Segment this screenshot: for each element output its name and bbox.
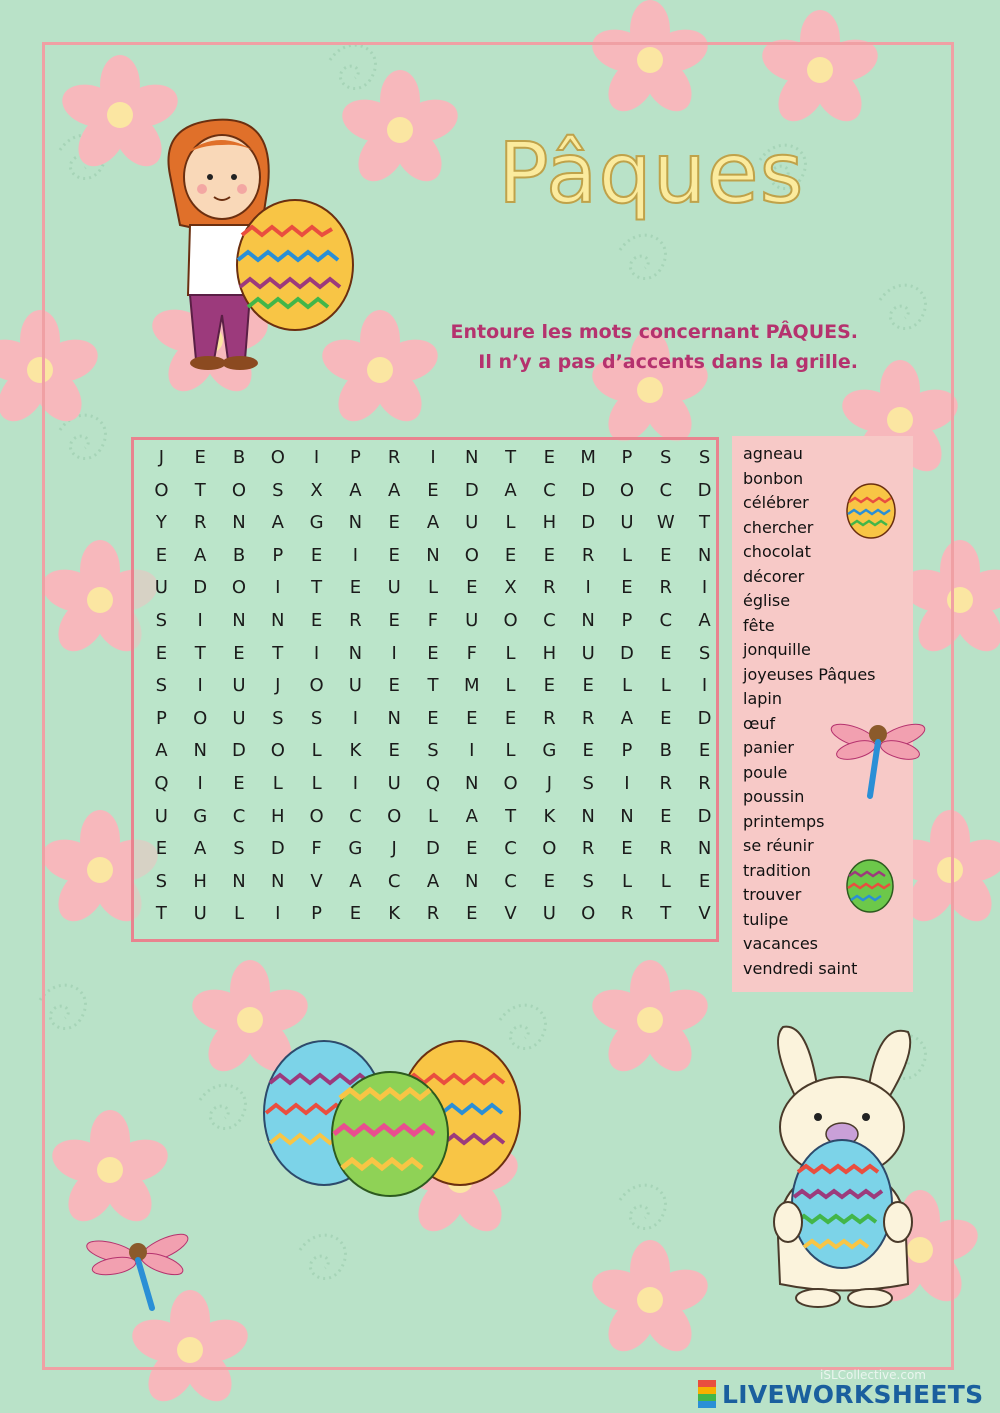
grid-letter[interactable]: G: [542, 740, 557, 762]
grid-letter[interactable]: E: [504, 707, 517, 729]
grid-letter[interactable]: D: [697, 805, 712, 827]
grid-letter[interactable]: E: [233, 642, 245, 664]
grid-letter[interactable]: E: [660, 544, 672, 566]
grid-letter[interactable]: T: [311, 577, 323, 599]
grid-letter[interactable]: I: [275, 577, 281, 599]
grid-letter[interactable]: H: [542, 512, 557, 534]
grid-letter[interactable]: O: [387, 805, 402, 827]
grid-letter[interactable]: N: [387, 707, 401, 729]
grid-letter[interactable]: E: [310, 609, 323, 631]
grid-letter[interactable]: L: [427, 805, 438, 827]
grid-letter[interactable]: O: [581, 903, 596, 925]
grid-letter[interactable]: E: [155, 642, 168, 664]
grid-letter[interactable]: C: [349, 805, 362, 827]
word-list-item: jonquille: [743, 640, 811, 659]
grid-letter[interactable]: D: [232, 740, 246, 762]
grid-letter[interactable]: E: [194, 447, 206, 468]
grid-letter[interactable]: I: [701, 577, 708, 599]
word-list-item: chercher: [743, 517, 814, 537]
word-search-grid-box: [131, 437, 719, 942]
word-list-item: tradition: [743, 860, 811, 880]
grid-letter[interactable]: E: [660, 707, 672, 729]
grid-letter[interactable]: R: [543, 707, 556, 729]
grid-letter[interactable]: N: [193, 740, 207, 762]
grid-letter[interactable]: L: [505, 512, 516, 534]
instruction-line-1: Entoure les mots concernant PÂQUES.: [450, 321, 858, 343]
grid-letter[interactable]: A: [349, 479, 362, 501]
word-list-item: se réunir: [743, 836, 814, 855]
grid-letter[interactable]: E: [427, 642, 439, 664]
grid-letter[interactable]: E: [582, 675, 594, 697]
grid-letter[interactable]: S: [698, 642, 711, 664]
grid-letter[interactable]: N: [465, 447, 479, 468]
grid-letter[interactable]: I: [197, 675, 203, 697]
word-list-item: tulipe: [743, 909, 789, 929]
grid-letter[interactable]: R: [387, 447, 401, 468]
grid-letter[interactable]: N: [271, 870, 285, 892]
grid-letter[interactable]: S: [698, 447, 711, 468]
grid-letter[interactable]: N: [697, 838, 712, 860]
grid-letter[interactable]: T: [699, 512, 711, 534]
grid-letter[interactable]: L: [505, 740, 516, 762]
grid-letter[interactable]: R: [581, 544, 595, 566]
girl-with-egg-illustration: [150, 115, 360, 375]
page-title: Pâques: [498, 124, 805, 222]
word-list-item: église: [743, 591, 791, 610]
grid-letter[interactable]: O: [542, 838, 557, 860]
instructions: [398, 317, 858, 377]
grid-letter[interactable]: D: [697, 479, 712, 501]
grid-letter[interactable]: S: [155, 609, 168, 631]
liveworksheets-logo: [698, 1378, 988, 1412]
grid-letter[interactable]: R: [426, 903, 440, 925]
grid-letter[interactable]: S: [310, 707, 323, 729]
grid-letter[interactable]: C: [543, 479, 556, 501]
grid-letter[interactable]: C: [543, 609, 556, 631]
grid-letter[interactable]: R: [581, 838, 595, 860]
grid-letter[interactable]: E: [621, 577, 633, 599]
grid-letter[interactable]: B: [232, 447, 246, 468]
grid-letter[interactable]: O: [619, 479, 635, 501]
grid-letter[interactable]: A: [349, 870, 362, 892]
grid-letter[interactable]: N: [620, 805, 634, 827]
grid-letter[interactable]: F: [466, 642, 477, 664]
grid-letter[interactable]: B: [659, 740, 672, 762]
grid-letter[interactable]: U: [581, 642, 595, 664]
grid-letter[interactable]: E: [660, 642, 672, 664]
grid-letter[interactable]: R: [659, 772, 673, 794]
word-search-grid: [142, 442, 724, 931]
word-list-item: chocolat: [743, 542, 811, 561]
green-egg-icon: [845, 858, 895, 914]
grid-letter[interactable]: H: [193, 870, 207, 892]
grid-letter[interactable]: A: [426, 512, 440, 534]
grid-letter[interactable]: A: [194, 838, 207, 860]
grid-letter[interactable]: G: [193, 805, 208, 827]
grid-letter[interactable]: E: [388, 675, 400, 697]
grid-letter[interactable]: T: [505, 447, 517, 468]
grid-letter[interactable]: E: [427, 479, 439, 501]
grid-letter[interactable]: O: [193, 707, 208, 729]
grid-letter[interactable]: E: [466, 707, 478, 729]
grid-letter[interactable]: O: [231, 577, 247, 599]
grid-letter[interactable]: M: [464, 675, 480, 697]
grid-letter[interactable]: Q: [154, 772, 169, 794]
grid-letter[interactable]: O: [309, 805, 324, 827]
grid-letter[interactable]: E: [349, 577, 362, 599]
easter-eggs-illustration: [262, 1038, 522, 1198]
grid-letter[interactable]: E: [698, 870, 711, 892]
grid-letter[interactable]: U: [387, 577, 401, 599]
grid-letter[interactable]: C: [232, 805, 246, 827]
word-list-item: poussin: [743, 787, 805, 806]
grid-letter[interactable]: J: [391, 838, 397, 860]
grid-letter[interactable]: N: [581, 805, 595, 827]
grid-letter[interactable]: P: [155, 707, 167, 729]
grid-letter[interactable]: N: [232, 512, 246, 534]
grid-letter[interactable]: Y: [155, 512, 167, 534]
grid-letter[interactable]: E: [155, 838, 168, 860]
grid-letter[interactable]: E: [388, 609, 400, 631]
grid-letter[interactable]: D: [464, 479, 479, 501]
grid-letter[interactable]: N: [232, 609, 246, 631]
grid-letter[interactable]: D: [620, 642, 634, 664]
grid-letter[interactable]: Q: [425, 772, 441, 794]
grid-letter[interactable]: K: [388, 903, 401, 925]
grid-letter[interactable]: R: [349, 609, 362, 631]
dragonfly-icon: [828, 700, 928, 800]
grid-letter[interactable]: L: [621, 870, 632, 892]
grid-letter[interactable]: S: [427, 740, 439, 762]
grid-letter[interactable]: M: [580, 447, 596, 468]
grid-letter[interactable]: C: [504, 838, 517, 860]
grid-letter[interactable]: O: [270, 740, 285, 762]
grid-letter[interactable]: L: [311, 740, 322, 762]
grid-letter[interactable]: H: [542, 642, 557, 664]
grid-letter[interactable]: O: [503, 609, 518, 631]
logo-badge: [698, 1380, 716, 1408]
grid-letter[interactable]: A: [426, 870, 440, 892]
grid-letter[interactable]: U: [154, 805, 168, 827]
word-list-item: poule: [743, 762, 788, 782]
grid-letter[interactable]: A: [271, 512, 284, 534]
grid-letter[interactable]: F: [311, 838, 322, 860]
grid-letter[interactable]: S: [272, 707, 284, 729]
grid-letter[interactable]: N: [348, 512, 363, 534]
grid-letter[interactable]: X: [504, 577, 517, 599]
grid-letter[interactable]: A: [388, 479, 401, 501]
grid-letter[interactable]: K: [349, 740, 362, 762]
grid-letter[interactable]: T: [194, 642, 206, 664]
grid-letter[interactable]: U: [465, 512, 479, 534]
grid-letter[interactable]: N: [465, 870, 479, 892]
grid-letter[interactable]: U: [232, 707, 246, 729]
grid-letter[interactable]: S: [272, 479, 284, 501]
grid-letter[interactable]: E: [582, 740, 594, 762]
grid-letter[interactable]: I: [391, 642, 397, 664]
grid-letter[interactable]: L: [505, 642, 516, 664]
grid-letter[interactable]: J: [546, 772, 553, 794]
grid-letter[interactable]: E: [698, 740, 711, 762]
grid-letter[interactable]: I: [352, 707, 359, 729]
grid-letter[interactable]: I: [624, 772, 630, 794]
logo-text: LIVEWORKSHEETS: [722, 1380, 984, 1409]
grid-letter[interactable]: V: [310, 870, 323, 892]
grid-letter[interactable]: A: [155, 740, 168, 762]
grid-letter[interactable]: X: [310, 479, 323, 501]
bunny-with-egg-illustration: [758, 1022, 928, 1312]
word-list-item: trouver: [743, 885, 802, 904]
grid-letter[interactable]: E: [660, 805, 672, 827]
grid-letter[interactable]: C: [387, 870, 401, 892]
grid-letter[interactable]: N: [465, 772, 479, 794]
grid-letter[interactable]: N: [426, 544, 440, 566]
grid-letter[interactable]: I: [352, 772, 359, 794]
word-list-item: célébrer: [743, 493, 809, 512]
grid-letter[interactable]: R: [581, 707, 595, 729]
grid-letter[interactable]: I: [352, 544, 359, 566]
grid-letter[interactable]: C: [659, 609, 673, 631]
grid-letter[interactable]: A: [194, 544, 207, 566]
grid-letter[interactable]: S: [155, 870, 168, 892]
grid-letter[interactable]: R: [543, 577, 556, 599]
grid-letter[interactable]: L: [272, 772, 283, 794]
grid-letter[interactable]: U: [193, 903, 207, 925]
grid-letter[interactable]: U: [542, 903, 556, 925]
grid-letter[interactable]: P: [272, 544, 284, 566]
grid-letter[interactable]: E: [388, 512, 400, 534]
grid-letter[interactable]: N: [581, 609, 595, 631]
grid-letter[interactable]: E: [466, 577, 478, 599]
grid-letter[interactable]: D: [270, 838, 285, 860]
grid-letter[interactable]: L: [621, 544, 632, 566]
grid-letter[interactable]: A: [620, 707, 634, 729]
grid-letter[interactable]: C: [659, 479, 673, 501]
grid-letter[interactable]: K: [543, 805, 556, 827]
grid-letter[interactable]: R: [698, 772, 711, 794]
grid-letter[interactable]: J: [275, 675, 281, 697]
grid-letter[interactable]: E: [543, 675, 556, 697]
grid-letter[interactable]: S: [582, 772, 594, 794]
grid-letter[interactable]: T: [660, 903, 672, 925]
grid-letter[interactable]: D: [193, 577, 208, 599]
grid-letter[interactable]: E: [504, 544, 517, 566]
grid-letter[interactable]: S: [155, 675, 168, 697]
grid-letter[interactable]: I: [701, 675, 708, 697]
grid-letter[interactable]: O: [309, 675, 324, 697]
yellow-egg-icon: [845, 482, 897, 540]
word-list-item: œuf: [743, 713, 776, 733]
grid-letter[interactable]: E: [543, 544, 556, 566]
grid-letter[interactable]: L: [660, 870, 671, 892]
grid-letter[interactable]: B: [232, 544, 246, 566]
grid-letter[interactable]: E: [388, 740, 400, 762]
grid-letter[interactable]: I: [197, 609, 203, 631]
word-list-item: panier: [743, 738, 794, 757]
grid-letter[interactable]: I: [275, 903, 281, 925]
grid-letter[interactable]: I: [430, 447, 436, 468]
grid-letter[interactable]: F: [427, 609, 439, 631]
grid-letter[interactable]: P: [621, 740, 633, 762]
grid-letter[interactable]: L: [505, 675, 516, 697]
grid-letter[interactable]: S: [233, 838, 245, 860]
grid-letter[interactable]: I: [585, 577, 591, 599]
grid-letter[interactable]: H: [271, 805, 285, 827]
grid-letter[interactable]: G: [348, 838, 363, 860]
grid-letter[interactable]: E: [543, 870, 556, 892]
grid-letter[interactable]: P: [311, 903, 323, 925]
grid-letter[interactable]: W: [656, 512, 675, 534]
grid-letter[interactable]: A: [504, 479, 517, 501]
grid-letter[interactable]: E: [466, 903, 478, 925]
word-list-item: agneau: [743, 444, 803, 463]
grid-letter[interactable]: E: [233, 772, 245, 794]
grid-letter[interactable]: G: [309, 512, 324, 534]
grid-letter[interactable]: S: [660, 447, 672, 468]
grid-letter[interactable]: L: [660, 675, 671, 697]
grid-letter[interactable]: U: [620, 512, 634, 534]
grid-letter[interactable]: I: [313, 642, 320, 664]
grid-letter[interactable]: O: [503, 772, 518, 794]
grid-letter[interactable]: E: [349, 903, 362, 925]
word-list-item: fête: [743, 615, 775, 635]
grid-letter[interactable]: V: [698, 903, 711, 925]
grid-letter[interactable]: O: [464, 544, 479, 566]
dragonfly-icon: [82, 1222, 192, 1314]
word-list-item: vendredi saint: [743, 958, 858, 978]
grid-letter[interactable]: R: [659, 838, 673, 860]
grid-letter[interactable]: U: [465, 609, 479, 631]
grid-letter[interactable]: L: [621, 675, 632, 697]
grid-letter[interactable]: D: [581, 512, 596, 534]
watermark: iSLCollective.com: [820, 1368, 926, 1382]
grid-letter[interactable]: E: [388, 544, 400, 566]
grid-letter[interactable]: N: [271, 609, 285, 631]
grid-letter[interactable]: V: [504, 903, 517, 925]
word-list-item: printemps: [743, 811, 825, 831]
grid-letter[interactable]: T: [155, 903, 167, 925]
grid-letter[interactable]: O: [231, 479, 247, 501]
grid-letter[interactable]: N: [348, 642, 363, 664]
grid-letter[interactable]: P: [621, 609, 633, 631]
grid-letter[interactable]: T: [194, 479, 206, 501]
grid-letter[interactable]: E: [427, 707, 439, 729]
word-list-item: joyeuses Pâques: [743, 664, 876, 684]
grid-letter[interactable]: R: [193, 512, 207, 534]
grid-letter[interactable]: I: [197, 772, 203, 794]
grid-letter[interactable]: D: [581, 479, 596, 501]
grid-letter[interactable]: O: [270, 447, 285, 468]
grid-letter[interactable]: R: [659, 577, 673, 599]
word-list-item: décorer: [743, 566, 805, 586]
grid-letter[interactable]: U: [232, 675, 246, 697]
grid-letter[interactable]: E: [621, 838, 633, 860]
word-list-item: bonbon: [743, 468, 804, 488]
grid-letter[interactable]: N: [697, 544, 712, 566]
grid-letter[interactable]: S: [582, 870, 594, 892]
grid-letter[interactable]: J: [158, 447, 165, 468]
grid-letter[interactable]: P: [349, 447, 361, 468]
grid-letter[interactable]: O: [154, 479, 169, 501]
grid-letter[interactable]: E: [543, 447, 556, 468]
grid-letter[interactable]: T: [505, 805, 517, 827]
grid-letter[interactable]: L: [311, 772, 322, 794]
grid-letter[interactable]: T: [272, 642, 284, 664]
grid-letter[interactable]: A: [698, 609, 711, 631]
grid-letter[interactable]: L: [233, 903, 244, 925]
grid-letter[interactable]: D: [697, 707, 712, 729]
grid-letter[interactable]: C: [504, 870, 517, 892]
grid-letter[interactable]: E: [466, 838, 478, 860]
grid-letter[interactable]: U: [387, 772, 401, 794]
grid-letter[interactable]: P: [621, 447, 633, 468]
grid-letter[interactable]: U: [348, 675, 362, 697]
grid-letter[interactable]: E: [310, 544, 323, 566]
grid-letter[interactable]: R: [620, 903, 634, 925]
grid-letter[interactable]: T: [427, 675, 439, 697]
grid-letter[interactable]: I: [313, 447, 320, 468]
word-list-item: lapin: [743, 689, 782, 708]
grid-letter[interactable]: D: [426, 838, 440, 860]
grid-letter[interactable]: L: [427, 577, 438, 599]
grid-letter[interactable]: N: [232, 870, 246, 892]
grid-letter[interactable]: U: [154, 577, 168, 599]
grid-letter[interactable]: E: [155, 544, 168, 566]
grid-letter[interactable]: A: [465, 805, 478, 827]
grid-letter[interactable]: I: [469, 740, 475, 762]
instruction-line-2: Il n’y a pas d’accents dans la grille.: [478, 351, 858, 373]
word-list-item: vacances: [743, 934, 818, 953]
